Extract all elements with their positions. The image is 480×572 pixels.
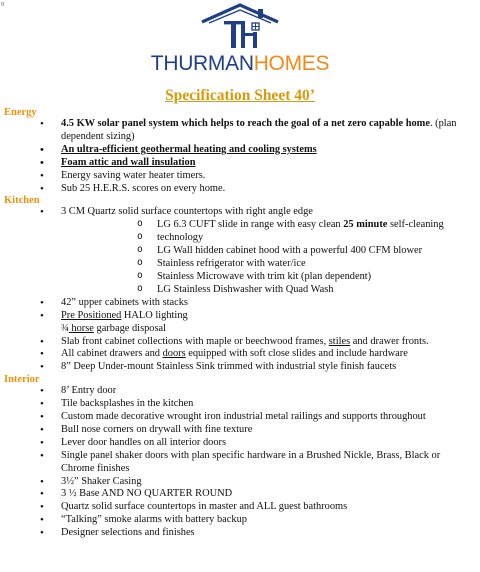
item-text: . (plan dependent sizing) <box>61 118 457 142</box>
item-underlined-text: Pre Positioned <box>61 309 122 321</box>
section-heading-kitchen: Kitchen <box>4 195 40 207</box>
list-item: • Quartz solid surface countertops in master and ALL guest bathrooms <box>0 501 480 514</box>
sub-list-item: o Stainless refrigerator with water/ice <box>61 258 474 271</box>
kitchen-list <box>0 206 480 322</box>
item-underlined-text: horse <box>68 322 94 334</box>
disposal-line <box>0 323 480 336</box>
list-item: • Bull nose corners on drywall with fine texture <box>0 424 480 437</box>
item-bold-text: 4.5 KW solar panel system which helps to reach the goal of a net zero capable home <box>61 118 430 129</box>
spec-content <box>0 107 480 540</box>
list-item: • Lever door handles on all interior doors <box>0 437 480 450</box>
brand-part-thurman: THURMAN <box>150 52 254 75</box>
section-heading-interior: Interior <box>4 374 40 386</box>
sub-list-item: o technology <box>61 232 474 245</box>
list-item: • Single panel shaker doors with plan specific hardware in a Brushed Nickle, Brass, Black or Chrome finishes <box>0 450 480 476</box>
list-item: • An ultra-efficient geothermal heating and cooling systems <box>0 144 480 157</box>
item-text: and drawer fronts. <box>350 335 429 347</box>
list-item: • “Talking” smoke alarms with battery backup <box>0 514 480 527</box>
brand-wordmark <box>0 52 480 76</box>
item-underlined-text: doors <box>162 348 186 360</box>
item-text: 3 CM Quartz solid surface countertops with right angle edge <box>61 206 313 218</box>
list-item: • 42” upper cabinets with stacks <box>0 297 480 310</box>
interior-list <box>0 385 480 540</box>
list-item: • 3½” Shaker Casing <box>0 476 480 489</box>
list-item: • 8” Deep Under-mount Stainless Sink trimmed with industrial style finish faucets <box>0 361 480 374</box>
fraction-text: ¾ <box>61 322 69 334</box>
list-item <box>0 118 480 144</box>
item-text: garbage disposal <box>93 322 167 334</box>
page-title: Specification Sheet 40’ <box>165 87 315 104</box>
list-item <box>0 206 480 296</box>
list-item: • Sub 25 H.E.R.S. scores on every home. <box>0 183 480 196</box>
item-underlined-text: stiles <box>328 335 351 347</box>
list-item: • Custom made decorative wrought iron industrial metal railings and supports throughout <box>0 411 480 424</box>
brand-part-homes: HOMES <box>253 52 330 75</box>
item-bold-text: 25 minute <box>343 219 388 231</box>
house-logo-icon <box>198 2 282 52</box>
item-text: Slab front cabinet collections with maple or beechwood frames, <box>61 335 329 347</box>
list-item <box>0 310 480 323</box>
sub-list-item: o LG Wall hidden cabinet hood with a powerful 400 CFM blower <box>61 245 474 258</box>
appliance-sublist <box>61 219 474 296</box>
section-heading-energy: Energy <box>4 107 37 118</box>
item-text: self-cleaning <box>387 219 444 231</box>
list-item <box>0 348 480 361</box>
list-item: • 3 ½ Base AND NO QUARTER ROUND <box>0 488 480 501</box>
item-text: LG 6.3 CUFT slide in range with easy clean <box>157 219 344 231</box>
item-text: equipped with soft close slides and include hardware <box>185 348 408 360</box>
list-item: • 8’ Entry door <box>0 385 480 398</box>
corner-mark: 9 <box>1 2 4 8</box>
list-item: • Designer selections and finishes <box>0 527 480 540</box>
sub-list-item: o Stainless Microwave with trim kit (plan dependent) <box>61 271 474 284</box>
list-item: • Tile backsplashes in the kitchen <box>0 398 480 411</box>
energy-list <box>0 118 480 195</box>
company-logo <box>0 2 480 80</box>
item-text: HALO lighting <box>121 309 188 321</box>
item-text: All cabinet drawers and <box>61 348 163 360</box>
kitchen-list-continued <box>0 336 480 375</box>
list-item: • Foam attic and wall insulation <box>0 157 480 170</box>
list-item: • Energy saving water heater timers. <box>0 170 480 183</box>
sub-list-item: o LG Stainless Dishwasher with Quad Wash <box>61 284 474 297</box>
list-item <box>0 336 480 349</box>
sub-list-item <box>61 219 474 232</box>
